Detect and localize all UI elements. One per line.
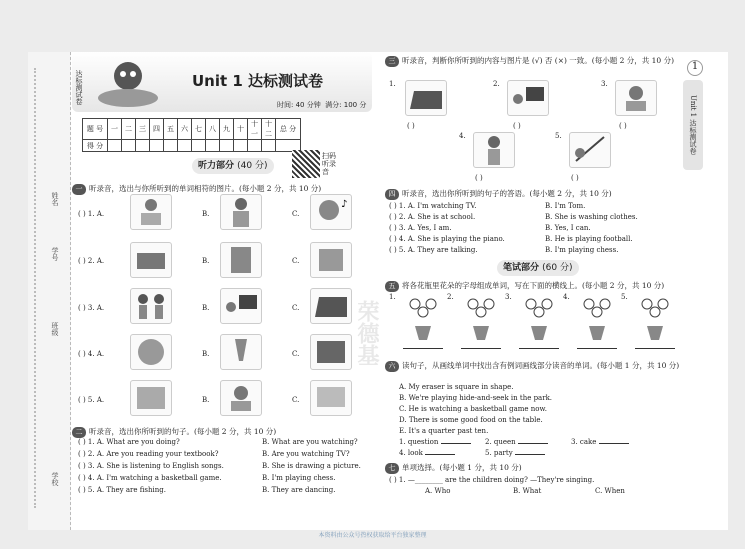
score-cell[interactable] — [136, 140, 150, 152]
score-table-header-row — [83, 119, 301, 140]
score-cell[interactable] — [220, 140, 234, 152]
title-header — [72, 52, 372, 112]
s1-item-2-c: C. — [292, 257, 300, 265]
shuttlecock-icon — [220, 334, 262, 370]
s6-sentence-a: A. My eraser is square in shape. — [399, 383, 514, 391]
score-header-cell: 总 分 — [276, 119, 301, 140]
s1-item-3-b: B. — [202, 304, 210, 312]
s7-option-b[interactable]: B. What — [513, 487, 542, 495]
score-row-label: 得 分 — [83, 140, 108, 152]
s5-answer-2[interactable] — [461, 348, 501, 349]
ball-icon — [130, 334, 172, 370]
s4-item-5-a: ( ) 5. A. They are talking. — [389, 246, 478, 254]
tv-icon — [507, 80, 549, 116]
score-header-cell: 一 — [108, 119, 122, 140]
section-2-instruction: 二 听录音，选出你所听到的句子。(每小题 2 分，共 10 分) — [72, 426, 276, 438]
s2-item-3-b: B. She is drawing a picture. — [262, 462, 361, 470]
score-cell[interactable] — [164, 140, 178, 152]
s3-label-2: 2. — [493, 80, 500, 88]
s6-word-2: 2. queen — [485, 438, 548, 446]
s6-sentence-b: B. We're playing hide-and-seek in the park. — [399, 394, 553, 402]
s3-label-3: 3. — [601, 80, 608, 88]
s6-blank-2[interactable] — [518, 443, 548, 444]
fishing-icon — [569, 132, 611, 168]
s6-sentence-c: C. He is watching a basketball game now. — [399, 405, 547, 413]
score-cell[interactable] — [234, 140, 248, 152]
score-table-score-row — [83, 140, 301, 152]
section-1-instruction: 一 听录音，选出与你所听到的单词相符的图片。(每小题 2 分，共 10 分) — [72, 183, 321, 195]
s1-item-2-label: ( ) 2. A. — [78, 257, 105, 265]
s4-item-2-b: B. She is washing clothes. — [545, 213, 638, 221]
boy-dancing-icon — [473, 132, 515, 168]
s1-item-5-c: C. — [292, 396, 300, 404]
watermark: 荣德基 — [354, 300, 380, 366]
s3-label-1: 1. — [389, 80, 396, 88]
flower-vase-3-icon — [519, 296, 559, 342]
qr-label: 扫码听录音 — [322, 152, 336, 176]
flower-vase-5-icon — [635, 296, 675, 342]
time-score: 时间: 40 分钟 满分: 100 分 — [277, 101, 367, 109]
listening-part-banner: 听力部分 (40 分) — [192, 158, 274, 174]
score-header-cell: 九 — [220, 119, 234, 140]
s6-sentence-d: D. There is some good food on the table. — [399, 416, 543, 424]
section-4-instruction: 四 听录音，选出你所听到的句子的答语。(每小题 2 分，共 10 分) — [385, 188, 612, 200]
left-column — [72, 52, 372, 530]
piano-player-icon — [405, 80, 447, 116]
score-header-cell: 七 — [192, 119, 206, 140]
score-header-cell: 十二 — [262, 119, 276, 140]
s2-item-2-a: ( ) 2. A. Are you reading your textbook? — [78, 450, 219, 458]
s7-option-a[interactable]: A. Who — [425, 487, 451, 495]
s3-answer-5[interactable]: ( ) — [571, 174, 579, 182]
s2-item-3-a: ( ) 3. A. She is listening to English songs. — [78, 462, 224, 470]
s1-item-3-label: ( ) 3. A. — [78, 304, 105, 312]
s1-item-1-b: B. — [202, 210, 210, 218]
girl-phone-2-icon — [615, 80, 657, 116]
girl-singing-icon — [310, 194, 352, 230]
s1-item-2-b: B. — [202, 257, 210, 265]
spine-tab: 达标测试卷 — [75, 70, 83, 105]
s3-answer-3[interactable]: ( ) — [619, 122, 627, 130]
s6-sentence-e: E. It's a quarter past ten. — [399, 427, 489, 435]
book-icon — [130, 242, 172, 278]
s5-answer-3[interactable] — [519, 348, 559, 349]
score-header-cell: 二 — [122, 119, 136, 140]
s4-item-3-a: ( ) 3. A. Yes, I am. — [389, 224, 452, 232]
s5-label-5: 5. — [621, 293, 628, 301]
s1-item-1-label: ( ) 1. A. — [78, 210, 105, 218]
s4-item-2-a: ( ) 2. A. She is at school. — [389, 213, 476, 221]
score-cell[interactable] — [122, 140, 136, 152]
binding-line — [34, 68, 46, 508]
tv-watching-icon — [220, 288, 262, 324]
s6-blank-5[interactable] — [515, 454, 545, 455]
score-cell[interactable] — [178, 140, 192, 152]
score-header-cell: 十一 — [248, 119, 262, 140]
s1-item-4-label: ( ) 4. A. — [78, 350, 105, 358]
score-cell[interactable] — [262, 140, 276, 152]
qr-code-icon[interactable] — [292, 150, 320, 178]
score-header-cell: 十 — [234, 119, 248, 140]
textbook-icon — [310, 242, 352, 278]
s6-word-5: 5. party — [485, 449, 545, 457]
s2-item-1-b: B. What are you watching? — [262, 438, 358, 446]
girl-phone-icon — [220, 380, 262, 416]
s2-item-2-b: B. Are you watching TV? — [262, 450, 350, 458]
s2-item-5-b: B. They are dancing. — [262, 486, 336, 494]
score-table — [82, 118, 301, 152]
s5-label-3: 3. — [505, 293, 512, 301]
side-label-name: 姓名 — [51, 192, 59, 206]
s3-answer-4[interactable]: ( ) — [475, 174, 483, 182]
s4-item-3-b: B. Yes, I can. — [545, 224, 591, 232]
s1-item-4-b: B. — [202, 350, 210, 358]
s3-answer-2[interactable]: ( ) — [513, 122, 521, 130]
s2-item-4-a: ( ) 4. A. I'm watching a basketball game. — [78, 474, 222, 482]
s5-label-2: 2. — [447, 293, 454, 301]
score-cell[interactable] — [150, 140, 164, 152]
side-label-id: 学号 — [51, 247, 59, 261]
cartoon-mascot-icon — [90, 56, 170, 108]
score-cell[interactable] — [108, 140, 122, 152]
s6-word-4: 4. look — [399, 449, 455, 457]
binding-spine — [28, 52, 71, 530]
girl-sitting-icon — [220, 194, 262, 230]
writing-part-banner: 笔试部分 (60 分) — [497, 260, 579, 276]
s4-item-4-a: ( ) 4. A. She is playing the piano. — [389, 235, 505, 243]
s5-label-4: 4. — [563, 293, 570, 301]
s6-word-1: 1. question — [399, 438, 471, 446]
section-7-instruction: 七 单项选择。(每小题 1 分，共 10 分) — [385, 462, 522, 474]
flower-vase-1-icon — [403, 296, 443, 342]
page-title: Unit 1 达标测试卷 — [192, 72, 324, 90]
section-3-instruction: 三 听录音，判断你所听到的内容与图片是 (√) 否 (×) 一致。(每小题 2 分，共 10 分) — [385, 56, 675, 67]
section-6-instruction: 六 读句子，从画线单词中找出含有例词画线部分读音的单词。(每小题 1 分，共 10 分) — [385, 360, 679, 372]
right-side-tab: Unit 1 达标测试卷 — [683, 80, 703, 170]
s1-item-1-c: C. — [292, 210, 300, 218]
s3-label-5: 5. — [555, 132, 562, 140]
score-header-cell: 三 — [136, 119, 150, 140]
chess-icon — [310, 334, 352, 370]
s2-item-4-b: B. I'm playing chess. — [262, 474, 336, 482]
s7-question-1: ( ) 1. —________ are the children doing? —They're singing. — [389, 476, 595, 484]
score-header-cell: 六 — [178, 119, 192, 140]
s4-item-1-a: ( ) 1. A. I'm watching TV. — [389, 202, 477, 210]
s5-answer-1[interactable] — [403, 348, 443, 349]
s4-item-4-b: B. He is playing football. — [545, 235, 633, 243]
score-header-cell: 五 — [164, 119, 178, 140]
s1-item-4-c: C. — [292, 350, 300, 358]
postcard-icon — [130, 380, 172, 416]
score-cell[interactable] — [248, 140, 262, 152]
svg-text:♪: ♪ — [341, 199, 348, 210]
s6-blank-3[interactable] — [599, 443, 629, 444]
s2-item-1-a: ( ) 1. A. What are you doing? — [78, 438, 180, 446]
s3-label-4: 4. — [459, 132, 466, 140]
s6-word-3: 3. cake — [571, 438, 629, 446]
flower-vase-4-icon — [577, 296, 617, 342]
s5-label-1: 1. — [389, 293, 396, 301]
s6-blank-4[interactable] — [425, 454, 455, 455]
s5-answer-5[interactable] — [635, 348, 675, 349]
s2-item-5-a: ( ) 5. A. They are fishing. — [78, 486, 166, 494]
side-label-class: 班级 — [51, 322, 59, 336]
score-cell[interactable] — [206, 140, 220, 152]
s3-answer-1[interactable]: ( ) — [407, 122, 415, 130]
score-cell[interactable] — [192, 140, 206, 152]
s1-item-3-c: C. — [292, 304, 300, 312]
girl-reading-icon — [130, 194, 172, 230]
flower-vase-2-icon — [461, 296, 501, 342]
score-header-cell: 四 — [150, 119, 164, 140]
score-header-cell: 题 号 — [83, 119, 108, 140]
s6-blank-1[interactable] — [441, 443, 471, 444]
sign-icon — [310, 380, 352, 416]
section-5-instruction: 五 将各花瓶里花朵的字母组成单词，写在下面的横线上。(每小题 2 分，共 10 分) — [385, 280, 664, 292]
page-number: 1 — [687, 60, 703, 76]
side-label-school: 学校 — [51, 472, 59, 486]
s4-item-5-b: B. I'm playing chess. — [545, 246, 619, 254]
people-talking-icon — [130, 288, 172, 324]
right-column — [385, 52, 695, 530]
s4-item-1-b: B. I'm Tom. — [545, 202, 586, 210]
piano-icon — [310, 288, 352, 324]
s7-option-c[interactable]: C. When — [595, 487, 625, 495]
s1-item-5-b: B. — [202, 396, 210, 404]
s1-item-5-label: ( ) 5. A. — [78, 396, 105, 404]
notebook-icon — [220, 242, 262, 278]
s5-answer-4[interactable] — [577, 348, 617, 349]
footer-note: 本资料由公众号热权获取给平台独家整理 — [318, 532, 427, 539]
score-header-cell: 八 — [206, 119, 220, 140]
